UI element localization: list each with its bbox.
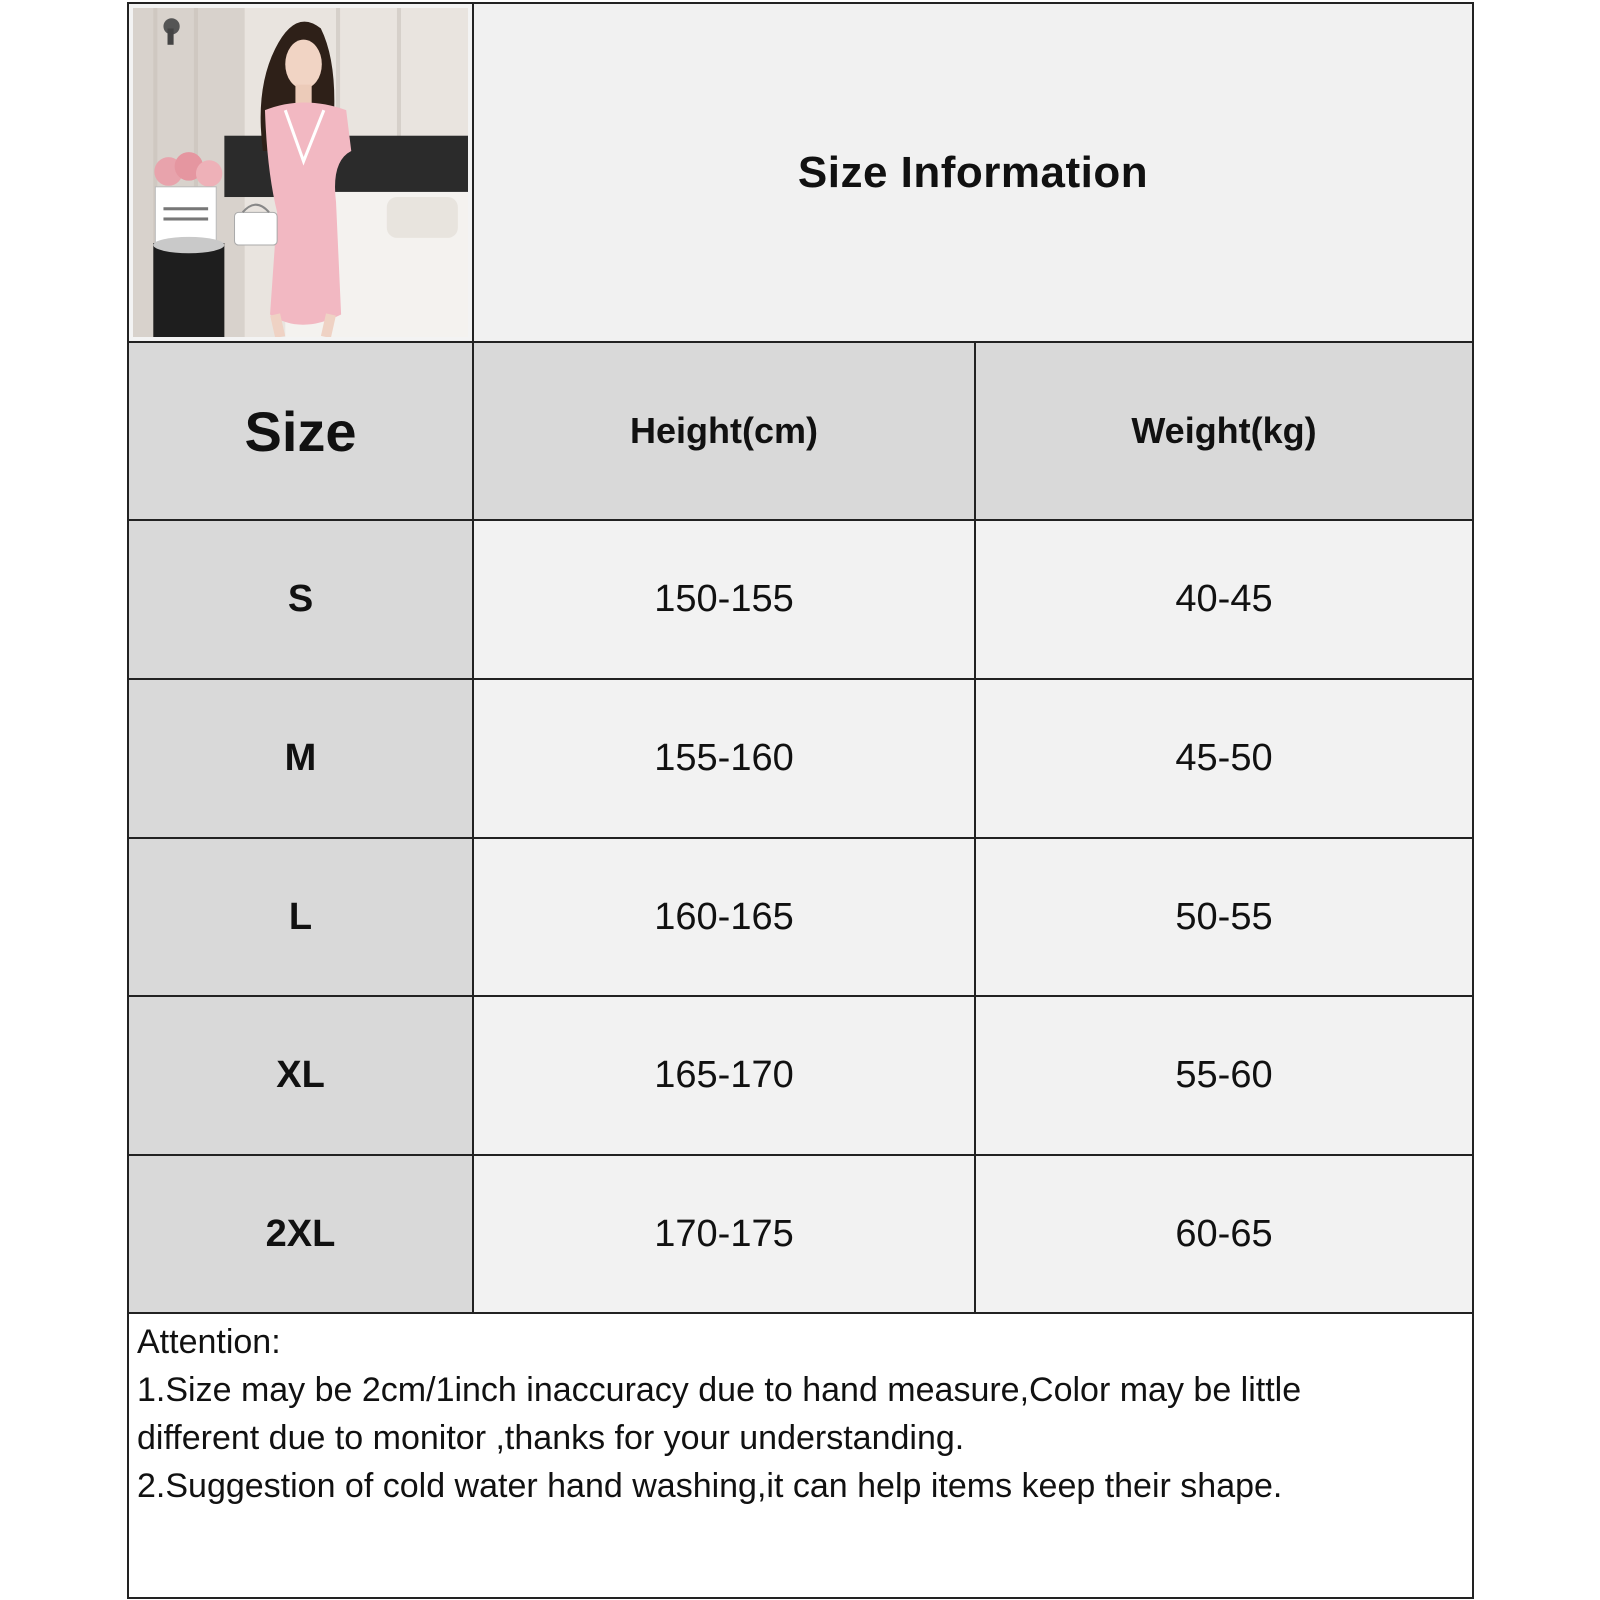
table-row-height-cell (474, 839, 976, 997)
column-header-height (474, 343, 976, 521)
table-row-weight-cell (976, 1156, 1472, 1314)
column-header-size-label: Size (244, 399, 357, 463)
column-header-size (129, 343, 474, 521)
column-header-weight (976, 343, 1472, 521)
weight-value: 55-60 (1175, 1054, 1273, 1096)
table-row-height-cell (474, 1156, 976, 1314)
size-label: XL (276, 1054, 325, 1096)
size-label: M (284, 737, 317, 779)
table-row-weight-cell (976, 839, 1472, 997)
chart-title-cell (474, 4, 1472, 343)
table-row-size-cell (129, 521, 474, 680)
table-row-weight-cell (976, 680, 1472, 839)
weight-value: 60-65 (1175, 1212, 1273, 1255)
notes-line-3: 2.Suggestion of cold water hand washing,it can help items keep their shape. (137, 1467, 1283, 1505)
weight-value: 40-45 (1175, 578, 1273, 620)
size-label: L (288, 895, 313, 938)
notes-heading: Attention: (137, 1323, 281, 1361)
height-value: 160-165 (654, 895, 794, 938)
table-row-weight-cell (976, 521, 1472, 680)
table-row-size-cell (129, 680, 474, 839)
size-label: 2XL (265, 1212, 336, 1255)
table-row-size-cell (129, 1156, 474, 1314)
notes-line-2: different due to monitor ,thanks for your understanding. (137, 1419, 965, 1457)
size-label: S (287, 578, 314, 620)
height-value: 165-170 (654, 1054, 794, 1096)
height-value: 155-160 (654, 737, 794, 779)
notes-line-1: 1.Size may be 2cm/1inch inaccuracy due to hand measure,Color may be little (137, 1371, 1302, 1409)
product-photo (129, 4, 474, 343)
column-header-height-label: Height(cm) (630, 410, 818, 451)
table-row-size-cell (129, 839, 474, 997)
table-row-weight-cell (976, 997, 1472, 1156)
attention-notes (129, 1314, 1472, 1599)
table-row-height-cell (474, 680, 976, 839)
column-header-weight-label: Weight(kg) (1131, 410, 1317, 451)
height-value: 170-175 (654, 1212, 794, 1255)
weight-value: 50-55 (1175, 895, 1273, 938)
height-value: 150-155 (654, 578, 794, 620)
table-row-height-cell (474, 521, 976, 680)
table-row-height-cell (474, 997, 976, 1156)
table-row-size-cell (129, 997, 474, 1156)
weight-value: 45-50 (1175, 737, 1273, 779)
model-in-pink-dress-image (133, 8, 468, 337)
size-chart (127, 2, 1474, 1599)
chart-title: Size Information (797, 147, 1149, 197)
